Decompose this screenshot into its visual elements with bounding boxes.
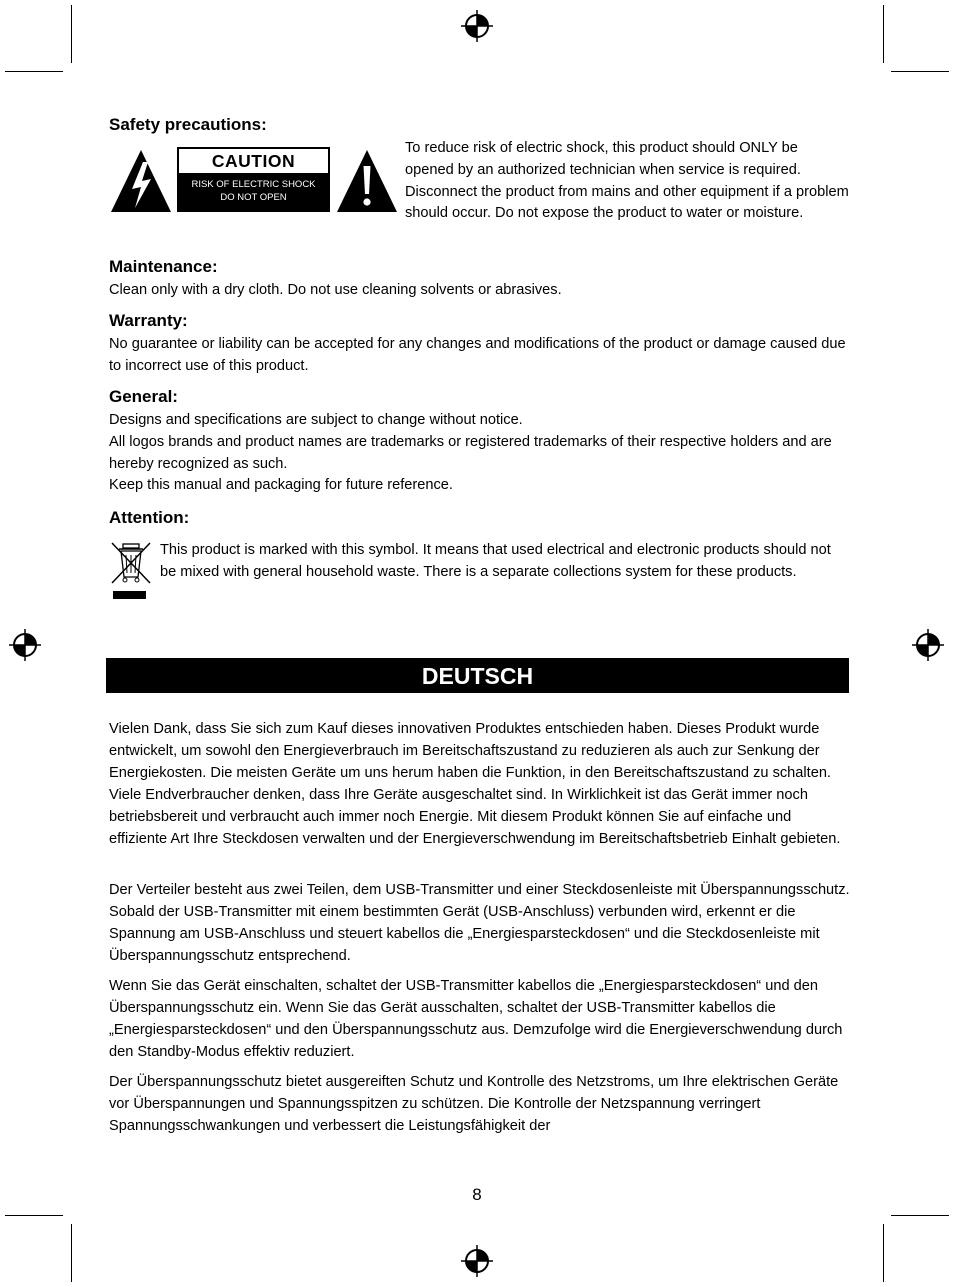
crop-mark — [5, 1215, 63, 1216]
exclamation-warning-icon — [336, 149, 398, 213]
registration-mark-icon — [9, 629, 41, 661]
crop-mark — [71, 5, 72, 63]
general-line: Keep this manual and packaging for future reference. — [109, 477, 453, 494]
registration-mark-icon — [461, 10, 493, 42]
crop-mark — [883, 5, 884, 63]
safety-heading: Safety precautions: — [109, 115, 267, 134]
crop-mark — [5, 71, 63, 72]
page-number: 8 — [472, 1185, 482, 1204]
electric-shock-warning-icon — [110, 149, 172, 213]
general-text — [109, 410, 854, 497]
deutsch-paragraph: Der Verteiler besteht aus zwei Teilen, dem USB-Transmitter und einer Steckdosenleiste mit Überspannungsschutz. Sobald der USB-Transmitter mit einem bestimmten Gerät (USB-Anschluss) verbunden wird, erkennt er die Spannung am USB-Anschluss und steuert kabellos die „Energiesparsteckdosen“ und die Steckdosenleiste mit Überspannungsschutz entsprechend. — [109, 882, 850, 964]
caution-title: CAUTION — [179, 149, 328, 173]
general-heading: General: — [109, 387, 178, 406]
deutsch-paragraph: Vielen Dank, dass Sie sich zum Kauf dieses innovativen Produktes entschieden haben. Dieses Produkt wurde entwickelt, um sowohl den Energieverbrauch im Bereitschaftszustand zu reduzieren als auch zur Senkung der Energiekosten. Die meisten Geräte um uns herum haben die Funktion, in den Bereitschaftszustand zu schalten. Viele Endverbraucher denken, dass Ihre Geräte ausgeschaltet sind. In Wirklichkeit ist das Gerät immer noch betriebsbereit und verbraucht auch immer noch Energie. Mit diesem Produkt können Sie auf einfache und effiziente Art Ihre Steckdosen verwalten und der Energieverschwendung im Bereitschaftsbetrieb Einhalt gebieten. — [109, 721, 841, 847]
caution-text — [177, 178, 330, 204]
attention-text: This product is marked with this symbol. It means that used electrical and electronic products should not be mixed with general household waste. There is a separate collections system for these products. — [160, 542, 831, 580]
caution-line: DO NOT OPEN — [220, 192, 287, 203]
warranty-heading: Warranty: — [109, 311, 188, 330]
crop-mark — [883, 1224, 884, 1282]
maintenance-text: Clean only with a dry cloth. Do not use cleaning solvents or abrasives. — [109, 282, 562, 298]
crop-mark — [891, 1215, 949, 1216]
safety-text: To reduce risk of electric shock, this product should ONLY be opened by an authorized technician when service is required. Disconnect the product from mains and other equipment if a problem should occur. Do not expose the product to water or moisture. — [405, 140, 849, 222]
section-banner: DEUTSCH — [106, 658, 849, 693]
attention-heading: Attention: — [109, 508, 190, 527]
crop-mark — [71, 1224, 72, 1282]
caution-line: RISK OF ELECTRIC SHOCK — [191, 179, 316, 190]
registration-mark-icon — [461, 1245, 493, 1277]
maintenance-heading: Maintenance: — [109, 257, 218, 276]
general-line: All logos brands and product names are trademarks or registered trademarks of their respective holders and are hereby recognized as such. — [109, 433, 832, 472]
weee-crossed-bin-icon — [110, 541, 152, 603]
crop-mark — [891, 71, 949, 72]
deutsch-paragraph: Der Überspannungsschutz bietet ausgereiften Schutz und Kontrolle des Netzstroms, um Ihre elektrischen Geräte vor Überspannungen und Spannungsspitzen zu schützen. Die Kontrolle der Netzspannung verringert Spannungsschwankungen und verbessert die Leistungsfähigkeit der — [109, 1074, 839, 1134]
general-line: Designs and specifications are subject to change without notice. — [109, 412, 523, 428]
caution-label — [177, 147, 330, 212]
deutsch-paragraph: Wenn Sie das Gerät einschalten, schaltet der USB-Transmitter kabellos die „Energiesparsteckdosen“ und den Überspannungsschutz ein. Wenn Sie das Gerät ausschalten, schaltet der USB-Transmitter kabellos die „Energiesparsteckdosen“ und den Überspannungsschutz aus. Demzufolge wird die Energieverschwendung durch den Standby-Modus effektiv reduziert. — [109, 978, 843, 1060]
warranty-text: No guarantee or liability can be accepted for any changes and modifications of the product or damage caused due to incorrect use of this product. — [109, 336, 846, 374]
registration-mark-icon — [912, 629, 944, 661]
